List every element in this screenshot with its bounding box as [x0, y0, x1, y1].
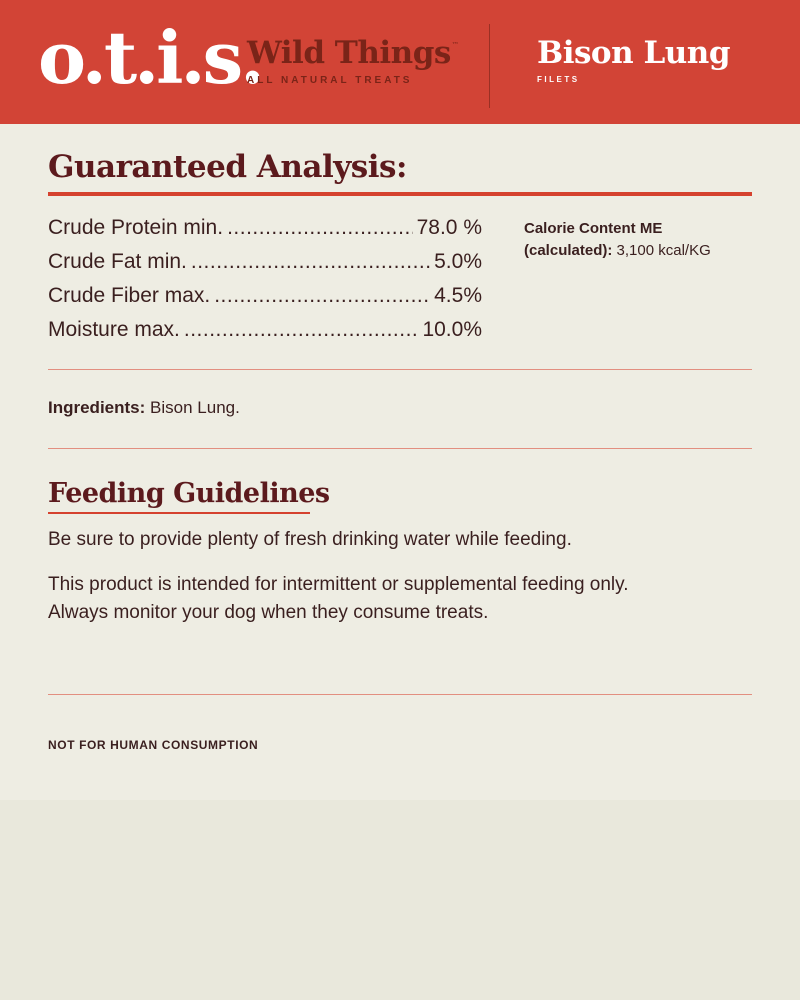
analysis-row [48, 284, 482, 318]
feeding-title-underline [48, 512, 310, 514]
product-block [537, 35, 730, 84]
brand-name-text: Wild Things [247, 35, 451, 71]
section-divider [48, 369, 752, 370]
section-divider [48, 694, 752, 695]
section-divider [48, 448, 752, 449]
analysis-row [48, 216, 482, 250]
ingredients-label: Ingredients: [48, 398, 146, 417]
calorie-content [524, 218, 754, 262]
analysis-value: 78.0 % [416, 216, 482, 239]
feeding-guidelines-title: Feeding Guidelines [48, 478, 330, 509]
feeding-line: Always monitor your dog when they consume treats. [48, 602, 489, 623]
calorie-label-calculated: (calculated): [524, 242, 613, 259]
brand-name [247, 35, 459, 71]
dot-leader [191, 250, 430, 274]
brand-tagline: ALL NATURAL TREATS [247, 75, 413, 86]
brand-block [247, 35, 459, 86]
analysis-label: Crude Fiber max. [48, 284, 211, 307]
lower-background [0, 800, 800, 1000]
analysis-row [48, 318, 482, 352]
header-divider [489, 24, 490, 108]
ingredients-text: Bison Lung. [150, 398, 240, 417]
analysis-label: Crude Fat min. [48, 250, 187, 273]
analysis-label: Crude Protein min. [48, 216, 224, 239]
calorie-value: 3,100 kcal/KG [616, 242, 711, 259]
ingredients-line [48, 398, 240, 418]
dot-leader [227, 216, 413, 240]
calorie-label: Calorie Content ME [524, 220, 663, 237]
title-rule [48, 192, 752, 196]
not-for-human-consumption: NOT FOR HUMAN CONSUMPTION [48, 738, 259, 752]
dot-leader [214, 284, 430, 308]
product-type: FILETS [537, 75, 580, 84]
guaranteed-analysis-title: Guaranteed Analysis: [48, 149, 407, 185]
feeding-line: This product is intended for intermittent or supplemental feeding only. [48, 574, 629, 595]
dot-leader [184, 318, 419, 342]
analysis-list [48, 216, 482, 352]
product-name: Bison Lung [537, 35, 730, 71]
analysis-label: Moisture max. [48, 318, 180, 341]
trademark-mark: ™ [451, 41, 459, 49]
otis-logo: o.t.i.s. [38, 15, 263, 100]
header-banner [0, 0, 800, 124]
analysis-row [48, 250, 482, 284]
analysis-value: 5.0% [434, 250, 482, 273]
analysis-value: 10.0% [422, 318, 482, 341]
label-content [0, 124, 800, 800]
analysis-value: 4.5% [434, 284, 482, 307]
feeding-paragraph-water: Be sure to provide plenty of fresh drinking water while feeding. [48, 529, 572, 550]
feeding-paragraph-supplemental [48, 571, 752, 627]
